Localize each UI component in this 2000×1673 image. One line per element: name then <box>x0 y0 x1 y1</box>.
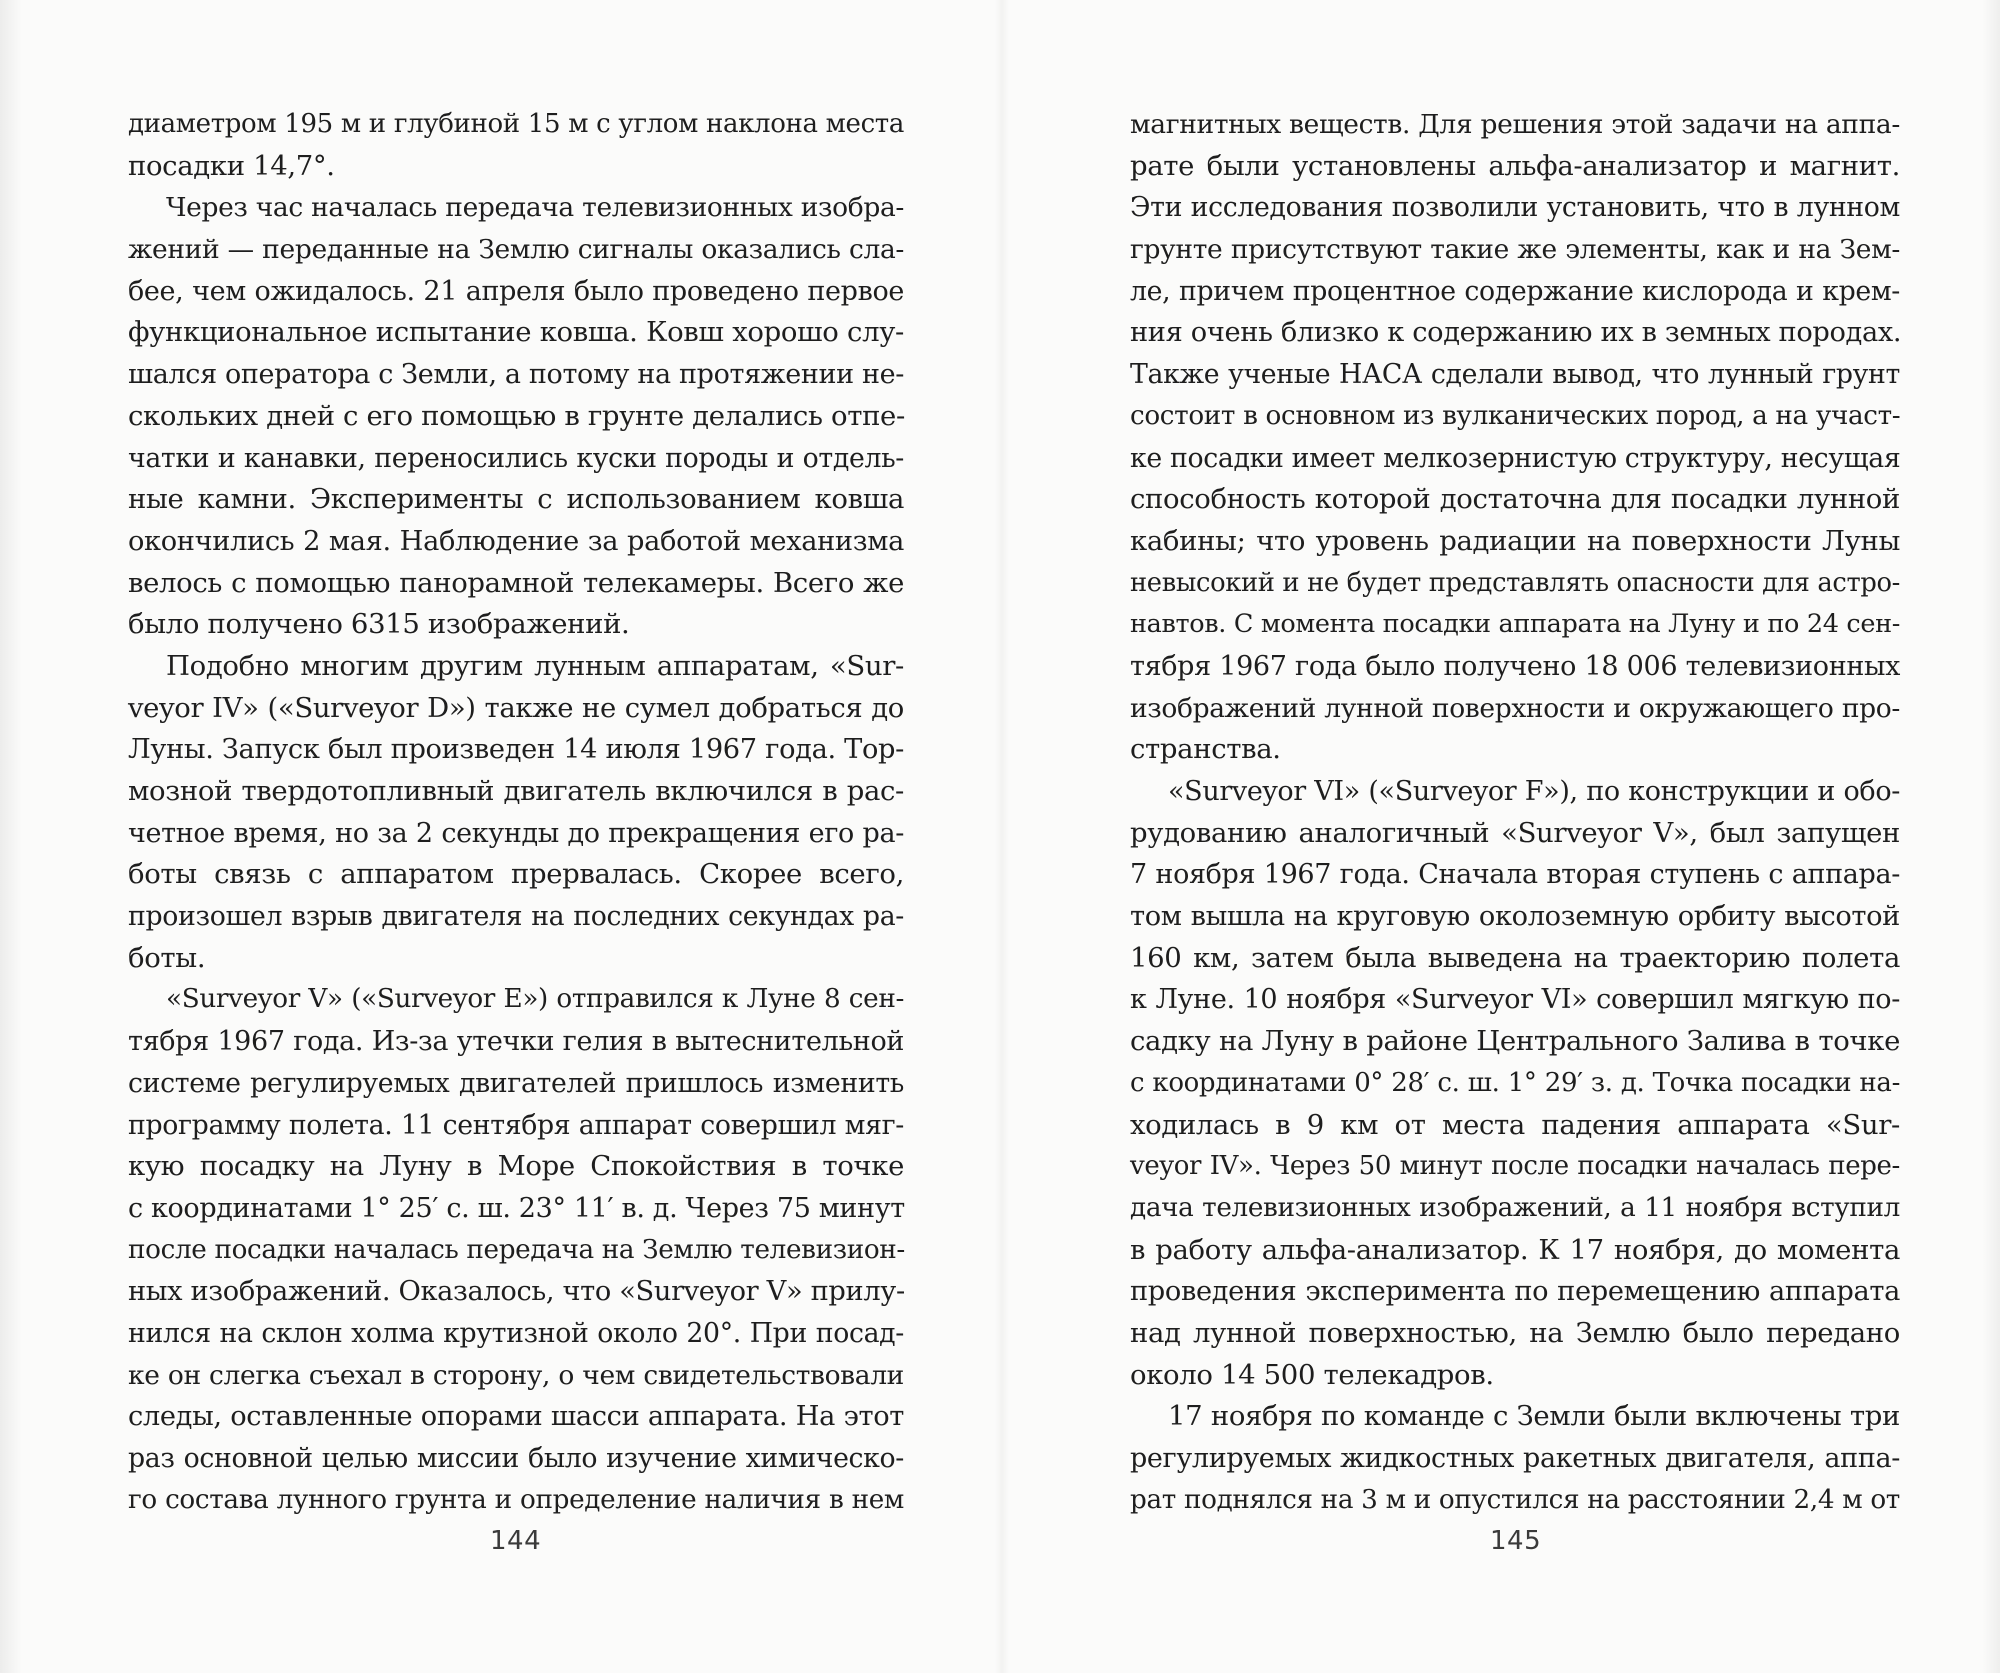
text-line: после посадки началась передача на Землю телевизион- <box>128 1234 905 1265</box>
text-line: странства. <box>1130 733 1281 766</box>
text-line: произошел взрыв двигателя на последних секундах ра- <box>128 901 904 933</box>
text-line: дача телевизионных изображений, а 11 ноября вступил <box>1130 1192 1900 1223</box>
text-line: к Луне. 10 ноября «Surveyor VI» совершил мягкую по- <box>1130 984 1900 1016</box>
text-line: следы, оставленные опорами шасси аппарата. На этот <box>128 1401 904 1433</box>
page-number-right: 145 <box>1490 1526 1542 1556</box>
text-line: жений — переданные на Землю сигналы оказались сла- <box>128 234 904 266</box>
text-line: навтов. С момента посадки аппарата на Луну и по 24 сен- <box>1130 609 1900 640</box>
text-line: ле, причем процентное содержание кислорода и крем- <box>1130 275 1900 307</box>
text-line: мозной твердотопливный двигатель включился в рас- <box>128 775 904 807</box>
text-line: изображений лунной поверхности и окружающего про- <box>1130 692 1900 724</box>
text-line: ные камни. Эксперименты с использованием ковша <box>128 483 904 516</box>
book-gutter <box>995 0 1009 1673</box>
text-line: грунте присутствуют такие же элементы, как и на Зем- <box>1130 234 1900 266</box>
text-line: проведения эксперимента по перемещению аппарата <box>1130 1276 1900 1308</box>
text-line: в работу альфа-анализатор. К 17 ноября, до момента <box>1130 1233 1900 1266</box>
text-line: нился на склон холма крутизной около 20°. При посад- <box>128 1317 904 1349</box>
text-line: кабины; что уровень радиации на поверхности Луны <box>1130 524 1900 557</box>
text-line: раз основной целью миссии было изучение химическо- <box>128 1443 904 1474</box>
text-line: Подобно многим другим лунным аппаратам, «Sur- <box>166 649 904 682</box>
text-line: магнитных веществ. Для решения этой задачи на аппа- <box>1130 109 1900 140</box>
text-line: 160 км, затем была выведена на траекторию полета <box>1130 941 1900 974</box>
right-page-text <box>1130 104 1900 1521</box>
text-line: кую посадку на Луну в Море Спокойствия в точке <box>128 1150 904 1183</box>
text-line: рудованию аналогичный «Surveyor V», был запущен <box>1130 816 1900 849</box>
text-line: окончились 2 мая. Наблюдение за работой механизма <box>128 525 904 557</box>
text-line: veyor IV». Через 50 минут после посадки началась пере- <box>1130 1151 1900 1182</box>
text-line: с координатами 0° 28′ с. ш. 1° 29′ з. д. Точка посадки на- <box>1130 1067 1900 1098</box>
text-line: ходилась в 9 км от места падения аппарата «Sur- <box>1130 1108 1900 1141</box>
text-line: ных изображений. Оказалось, что «Surveyor V» прилу- <box>128 1276 905 1308</box>
text-line: функциональное испытание ковша. Ковш хорошо слу- <box>128 316 904 349</box>
text-line: над лунной поверхностью, на Землю было передано <box>1130 1316 1900 1349</box>
text-line: садку на Луну в районе Центрального Залива в точке <box>1130 1025 1900 1058</box>
text-line: рат поднялся на 3 м и опустился на расстоянии 2,4 м от <box>1130 1484 1900 1515</box>
page-edge-shadow-left <box>0 0 22 1673</box>
page-edge-shadow-right <box>1982 0 2000 1673</box>
text-line: диаметром 195 м и глубиной 15 м с углом наклона места <box>128 109 904 139</box>
text-line: четное время, но за 2 секунды до прекращения его ра- <box>128 817 904 849</box>
text-line: тября 1967 года было получено 18 006 телевизионных <box>1130 650 1900 682</box>
text-line: боты связь с аппаратом прервалась. Скорее всего, <box>128 858 904 891</box>
text-line: «Surveyor V» («Surveyor E») отправился к Луне 8 сен- <box>166 984 904 1015</box>
text-line: было получено 6315 изображений. <box>128 608 630 641</box>
text-line: ке посадки имеет мелкозернистую структуру, несущая <box>1130 442 1901 474</box>
text-line: ния очень близко к содержанию их в земных породах. <box>1130 317 1902 349</box>
text-line: го состава лунного грунта и определение наличия в нем <box>128 1484 904 1515</box>
text-line: «Surveyor VI» («Surveyor F»), по конструкции и обо- <box>1168 776 1900 807</box>
text-line: чатки и канавки, переносились куски породы и отдель- <box>128 442 904 474</box>
text-line: том вышла на круговую околоземную орбиту высотой <box>1130 901 1900 933</box>
text-line: велось с помощью панорамной телекамеры. Всего же <box>128 566 904 599</box>
text-line: скольких дней с его помощью в грунте делались отпе- <box>128 399 905 432</box>
text-line: ке он слегка съехал в сторону, о чем свидетельствовали <box>128 1359 904 1391</box>
text-line: Эти исследования позволили установить, что в лунном <box>1130 192 1900 224</box>
text-line: Луны. Запуск был произведен 14 июля 1967 года. Тор- <box>128 734 904 766</box>
text-line: 7 ноября 1967 года. Сначала вторая ступень с аппара- <box>1130 859 1900 891</box>
text-line: около 14 500 телекадров. <box>1130 1358 1494 1391</box>
text-line: veyor IV» («Surveyor D») также не сумел добраться до <box>128 691 904 724</box>
text-line: невысокий и не будет представлять опасности для астро- <box>1130 567 1900 598</box>
text-line: способность которой достаточна для посадки лунной <box>1130 483 1900 516</box>
text-line: 17 ноября по команде с Земли были включены три <box>1168 1400 1900 1433</box>
text-line: с координатами 1° 25′ с. ш. 23° 11′ в. д. Через 75 минут <box>128 1192 905 1224</box>
text-line: шался оператора с Земли, а потому на протяжении не- <box>128 359 905 391</box>
text-line: рате были установлены альфа-анализатор и магнит. <box>1130 149 1900 182</box>
text-line: системе регулируемых двигателей пришлось изменить <box>128 1067 904 1099</box>
text-line: программу полета. 11 сентября аппарат совершил мяг- <box>128 1109 904 1141</box>
text-line: состоит в основном из вулканических пород, а на участ- <box>1130 400 1901 431</box>
left-page-text <box>128 104 904 1521</box>
text-line: Также ученые НАСА сделали вывод, что лунный грунт <box>1130 359 1900 391</box>
text-line: посадки 14,7°. <box>128 149 335 182</box>
text-line: боты. <box>128 941 206 974</box>
text-line: Через час началась передача телевизионных изобра- <box>166 192 904 224</box>
text-line: бее, чем ожидалось. 21 апреля было проведено первое <box>128 275 904 307</box>
page-number-left: 144 <box>490 1526 542 1556</box>
text-line: регулируемых жидкостных ракетных двигателя, аппа- <box>1130 1443 1900 1474</box>
text-line: тября 1967 года. Из-за утечки гелия в вытеснительной <box>128 1026 904 1058</box>
